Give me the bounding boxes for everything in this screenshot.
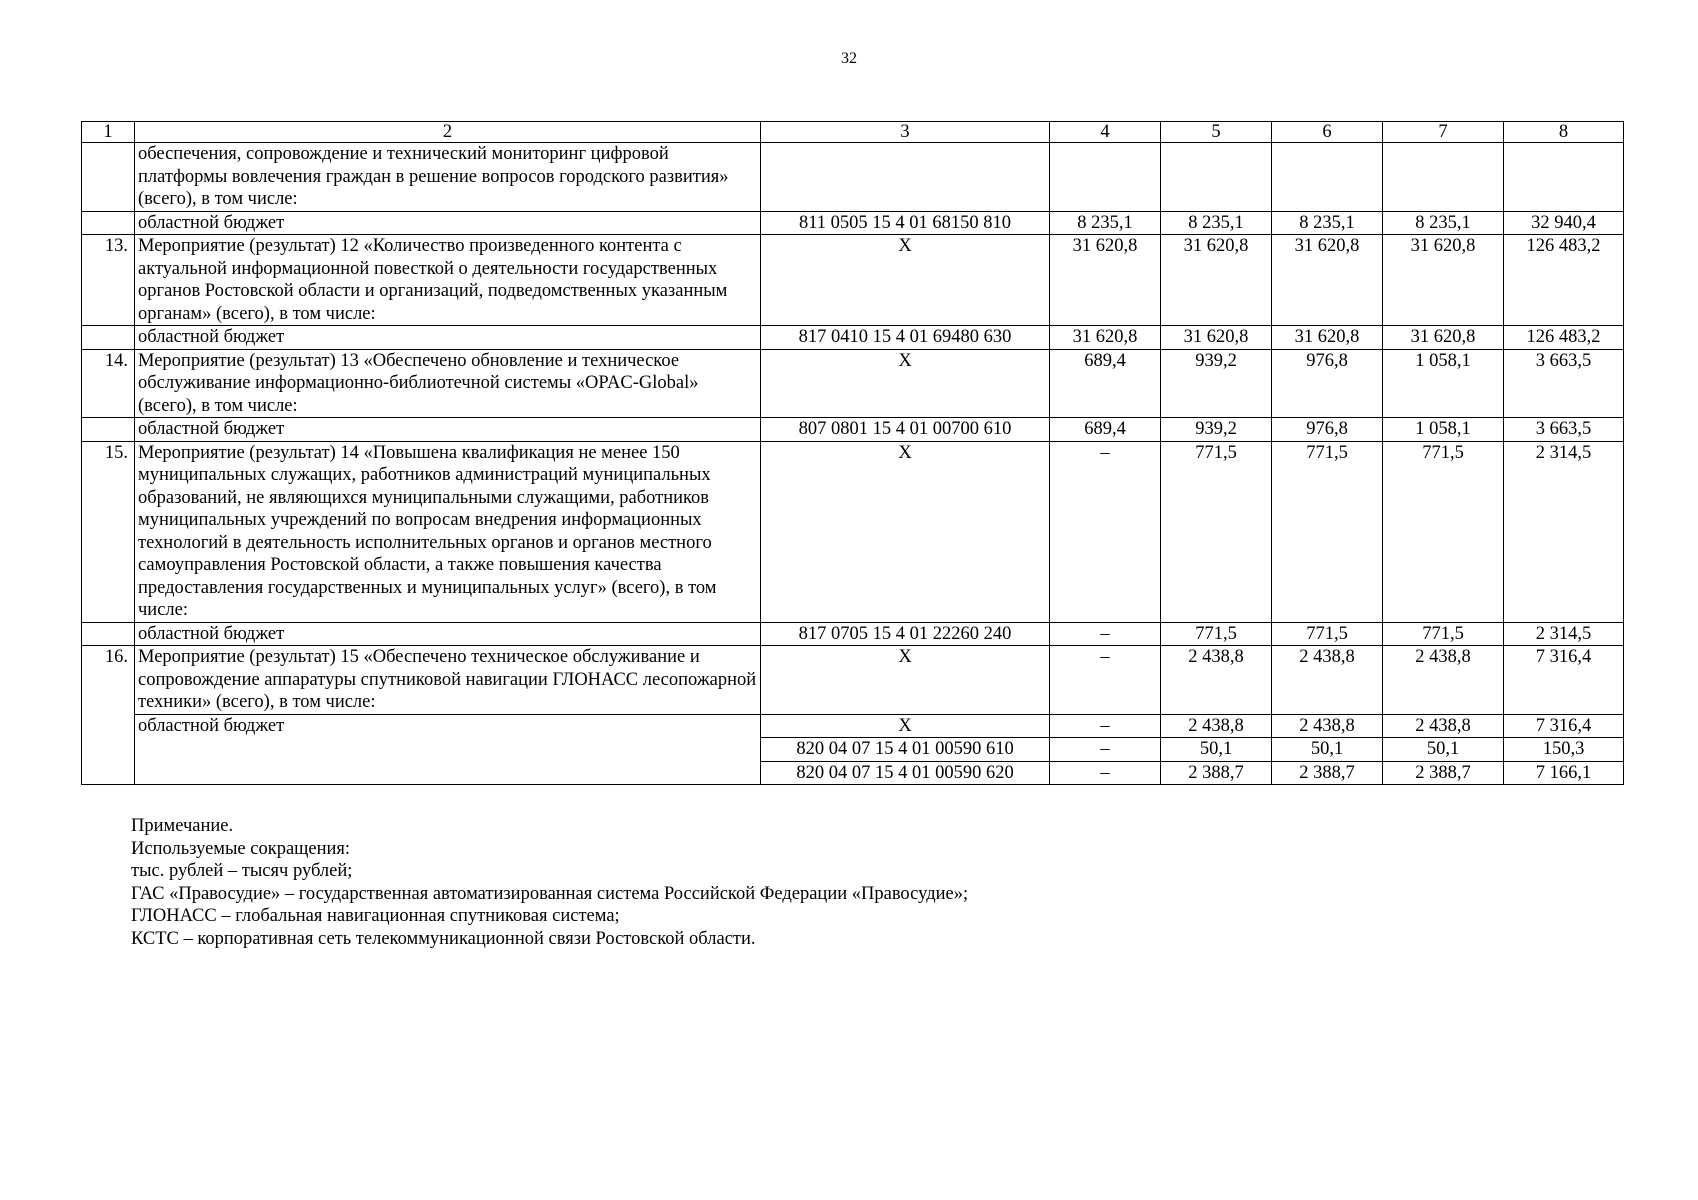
row-value-6: 976,8 [1272, 418, 1383, 442]
table-row [82, 143, 1624, 212]
row-value-8: 150,3 [1504, 738, 1624, 762]
row-value-6: 50,1 [1272, 738, 1383, 762]
row-code: Х [761, 646, 1050, 715]
row-value-5: 31 620,8 [1161, 326, 1272, 350]
row-name: Мероприятие (результат) 13 «Обеспечено обновление и техническое обслуживание информационно-библиотечной системы «OPAC-Global» (всего), в том числе: [135, 349, 761, 418]
row-value-7: 2 438,8 [1383, 646, 1504, 715]
header-cell: 8 [1504, 122, 1624, 143]
row-value-5: 2 388,7 [1161, 761, 1272, 785]
row-value-4: 689,4 [1050, 349, 1161, 418]
row-value-6: 771,5 [1272, 441, 1383, 622]
row-code: 820 04 07 15 4 01 00590 610 [761, 738, 1050, 762]
row-number [82, 143, 135, 212]
row-name: областной бюджет [135, 418, 761, 442]
row-value-6: 31 620,8 [1272, 326, 1383, 350]
row-value-8: 2 314,5 [1504, 441, 1624, 622]
row-value-5: 939,2 [1161, 349, 1272, 418]
row-value-6: 8 235,1 [1272, 211, 1383, 235]
row-value-8: 3 663,5 [1504, 349, 1624, 418]
row-name: обеспечения, сопровождение и технический мониторинг цифровой платформы вовлечения граждан в решение вопросов городского развития» (всего), в том числе: [135, 143, 761, 212]
row-value-6: 31 620,8 [1272, 235, 1383, 326]
header-cell: 6 [1272, 122, 1383, 143]
row-value-5: 50,1 [1161, 738, 1272, 762]
header-cell: 4 [1050, 122, 1161, 143]
row-code: 807 0801 15 4 01 00700 610 [761, 418, 1050, 442]
row-value-7: 50,1 [1383, 738, 1504, 762]
table-row [82, 418, 1624, 442]
note-line: тыс. рублей – тысяч рублей; [131, 861, 353, 881]
header-cell: 1 [82, 122, 135, 143]
table-row [82, 211, 1624, 235]
row-name: областной бюджет [135, 622, 761, 646]
note-title: Примечание. [131, 816, 234, 836]
row-value-5: 2 438,8 [1161, 646, 1272, 715]
row-name: Мероприятие (результат) 14 «Повышена квалификация не менее 150 муниципальных служащих, работников администраций муниципальных образований, не являющихся муниципальными служащими, работников муниципальных учреждений по вопросам внедрения информационных технологий в деятельность исполнительных органов и органов местного самоуправления Ростовской области, а также повышения качества предоставления государственных и муниципальных услуг» (всего), в том числе: [135, 441, 761, 622]
row-name: Мероприятие (результат) 15 «Обеспечено техническое обслуживание и сопровождение аппаратуры спутниковой навигации ГЛОНАСС лесопожарной техники» (всего), в том числе: [135, 646, 761, 715]
row-name: областной бюджет [135, 326, 761, 350]
row-value-5: 8 235,1 [1161, 211, 1272, 235]
row-value-6 [1272, 143, 1383, 212]
row-code: Х [761, 235, 1050, 326]
row-value-7: 1 058,1 [1383, 349, 1504, 418]
table-row [82, 326, 1624, 350]
row-number [82, 418, 135, 442]
row-name: Мероприятие (результат) 12 «Количество произведенного контента с актуальной информационной повесткой о деятельности государственных органов Ростовской области и организаций, подведомственных указанным органам» (всего), в том числе: [135, 235, 761, 326]
row-value-4 [1050, 143, 1161, 212]
note-line: ГЛОНАСС – глобальная навигационная спутниковая система; [131, 906, 620, 926]
row-value-7: 2 438,8 [1383, 714, 1504, 738]
row-value-4: 8 235,1 [1050, 211, 1161, 235]
row-number [82, 211, 135, 235]
row-number: 13. [82, 235, 135, 326]
row-value-8: 2 314,5 [1504, 622, 1624, 646]
table-row [82, 349, 1624, 418]
table-header-row [82, 122, 1624, 143]
row-value-4: – [1050, 622, 1161, 646]
row-value-7: 31 620,8 [1383, 326, 1504, 350]
header-cell: 7 [1383, 122, 1504, 143]
row-value-4: – [1050, 761, 1161, 785]
row-value-8: 7 166,1 [1504, 761, 1624, 785]
row-value-4: 31 620,8 [1050, 235, 1161, 326]
row-value-7 [1383, 143, 1504, 212]
row-value-7: 2 388,7 [1383, 761, 1504, 785]
header-cell: 2 [135, 122, 761, 143]
row-value-6: 771,5 [1272, 622, 1383, 646]
row-value-4: – [1050, 738, 1161, 762]
row-value-7: 1 058,1 [1383, 418, 1504, 442]
header-cell: 5 [1161, 122, 1272, 143]
row-value-4: 689,4 [1050, 418, 1161, 442]
note-line: КСТС – корпоративная сеть телекоммуникационной связи Ростовской области. [131, 928, 756, 949]
row-code [761, 143, 1050, 212]
row-name: областной бюджет [135, 714, 761, 785]
row-value-4: – [1050, 714, 1161, 738]
row-value-8: 32 940,4 [1504, 211, 1624, 235]
row-value-6: 2 388,7 [1272, 761, 1383, 785]
row-code: Х [761, 441, 1050, 622]
row-value-7: 771,5 [1383, 622, 1504, 646]
row-value-8: 126 483,2 [1504, 235, 1624, 326]
row-value-7: 31 620,8 [1383, 235, 1504, 326]
table-row [82, 714, 1624, 738]
note-line: Используемые сокращения: [131, 838, 351, 859]
row-value-5: 2 438,8 [1161, 714, 1272, 738]
row-number: 16. [82, 646, 135, 785]
row-number [82, 622, 135, 646]
row-value-4: – [1050, 441, 1161, 622]
row-value-8: 126 483,2 [1504, 326, 1624, 350]
row-value-6: 2 438,8 [1272, 646, 1383, 715]
row-value-5 [1161, 143, 1272, 212]
note-block [131, 815, 968, 950]
row-value-7: 771,5 [1383, 441, 1504, 622]
row-number [82, 326, 135, 350]
table-row [82, 646, 1624, 715]
row-value-6: 2 438,8 [1272, 714, 1383, 738]
row-value-5: 771,5 [1161, 441, 1272, 622]
row-code: 817 0410 15 4 01 69480 630 [761, 326, 1050, 350]
row-number: 15. [82, 441, 135, 622]
row-value-4: 31 620,8 [1050, 326, 1161, 350]
row-name: областной бюджет [135, 211, 761, 235]
header-cell: 3 [761, 122, 1050, 143]
row-value-5: 31 620,8 [1161, 235, 1272, 326]
budget-table [81, 121, 1624, 785]
note-line: ГАС «Правосудие» – государственная автоматизированная система Российской Федерации «Правосудие»; [131, 883, 969, 904]
row-value-8: 7 316,4 [1504, 646, 1624, 715]
row-code: 820 04 07 15 4 01 00590 620 [761, 761, 1050, 785]
row-code: Х [761, 714, 1050, 738]
row-code: Х [761, 349, 1050, 418]
row-value-6: 976,8 [1272, 349, 1383, 418]
row-value-5: 939,2 [1161, 418, 1272, 442]
row-code: 811 0505 15 4 01 68150 810 [761, 211, 1050, 235]
page-number: 32 [841, 50, 857, 67]
row-value-7: 8 235,1 [1383, 211, 1504, 235]
row-value-8: 3 663,5 [1504, 418, 1624, 442]
row-value-8 [1504, 143, 1624, 212]
row-number: 14. [82, 349, 135, 418]
row-value-4: – [1050, 646, 1161, 715]
row-value-8: 7 316,4 [1504, 714, 1624, 738]
table-row [82, 441, 1624, 622]
table-row [82, 235, 1624, 326]
row-code: 817 0705 15 4 01 22260 240 [761, 622, 1050, 646]
row-value-5: 771,5 [1161, 622, 1272, 646]
table-row [82, 622, 1624, 646]
